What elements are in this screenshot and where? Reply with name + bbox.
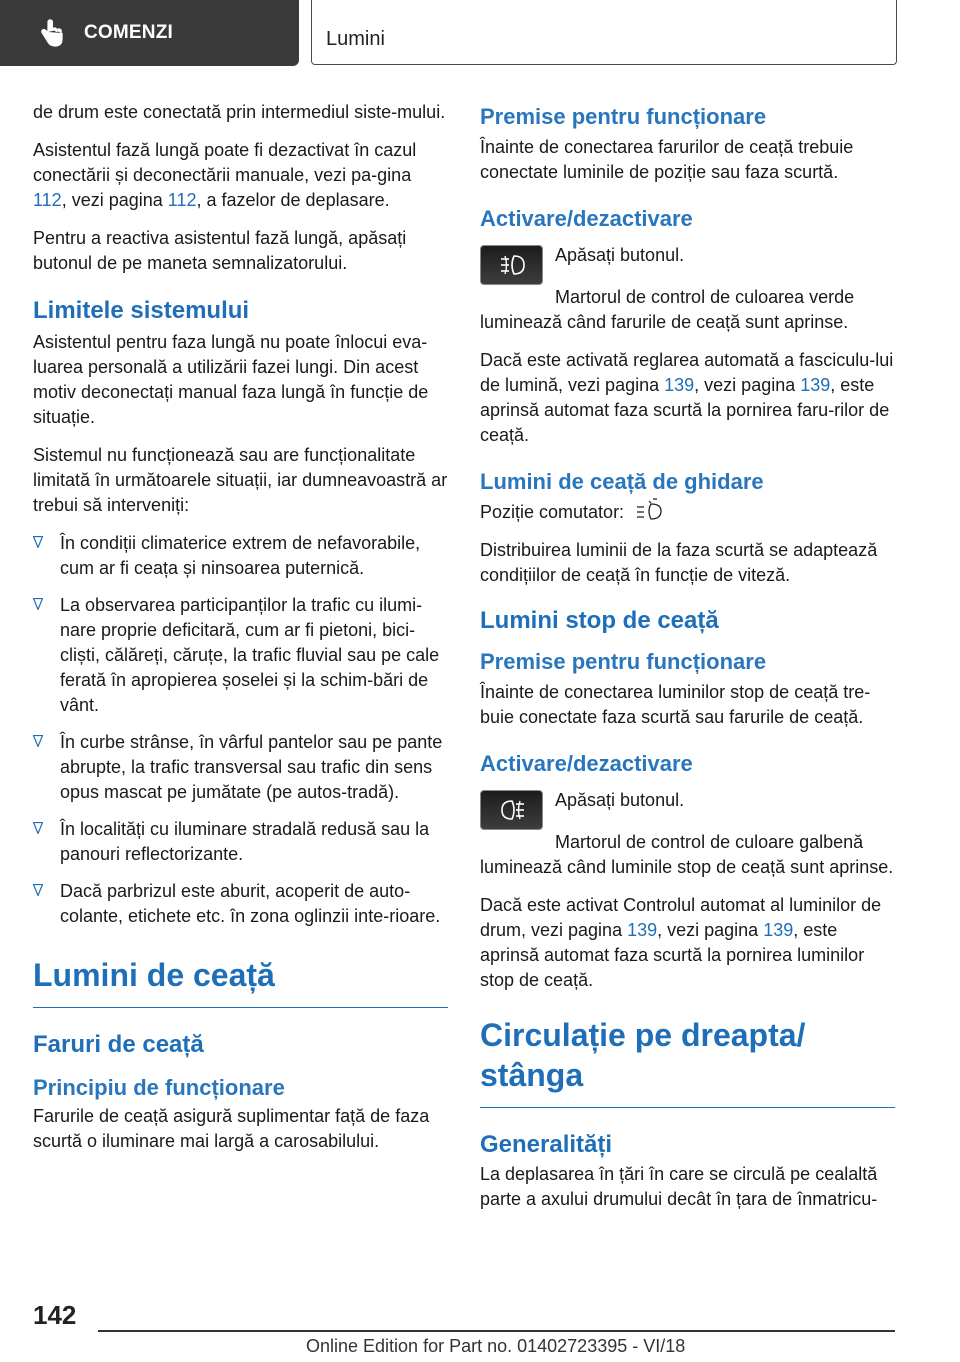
footer-divider <box>98 1330 895 1332</box>
rear-fog-button-row <box>480 788 895 836</box>
left-column <box>33 100 448 1167</box>
text: , vezi pagina <box>61 190 168 210</box>
heading-rear-fog-lights: Lumini stop de ceață <box>480 607 719 634</box>
paragraph: Înainte de conectarea farurilor de ceață trebuie conectate luminile de poziție sau faza scurtă. <box>480 137 854 182</box>
heading-prerequisites: Premise pentru funcționare <box>480 649 767 674</box>
instruction: Apăsați butonul. <box>555 790 685 810</box>
heading-operating-principle: Principiu de funcționare <box>33 1075 285 1100</box>
heading-fog-lights: Lumini de ceață <box>33 957 275 993</box>
section-heading-wrap <box>33 955 448 1008</box>
text: Dacă este activat Controlul automat al luminilor de drum, vezi pagina <box>480 895 882 940</box>
heading-right-left-traffic: Circulație pe dreapta/ stânga <box>480 1017 806 1093</box>
page-link[interactable]: 139 <box>664 375 695 395</box>
front-fog-light-button[interactable] <box>480 245 543 285</box>
paragraph <box>33 138 448 213</box>
paragraph: de drum este conectată prin intermediul siste-mului. <box>33 102 446 122</box>
section-heading-wrap <box>480 1015 895 1108</box>
heading-general: Generalități <box>480 1131 613 1158</box>
switch-position-icon <box>635 498 665 522</box>
triangle-bullet-icon <box>33 822 43 834</box>
list-item <box>33 879 448 929</box>
triangle-bullet-icon <box>33 536 43 548</box>
pointing-hand-icon <box>40 18 66 48</box>
paragraph: Înainte de conectarea luminilor stop de ceață tre-buie conectate faza scurtă sau farurile de ceață. <box>480 682 871 727</box>
heading-guiding-fog-lights: Lumini de ceață de ghidare <box>480 469 764 494</box>
paragraph <box>480 285 895 335</box>
text: , este aprinsă automat faza scurtă la pornirea luminilor stop de ceață. <box>480 920 865 990</box>
paragraph: Pentru a reactiva asistentul fază lungă, apăsați butonul de pe maneta semnalizatorului. <box>33 228 407 273</box>
section-tab-controls[interactable] <box>0 0 299 66</box>
text: Martorul de control de culoarea verde luminează când farurile de ceață sunt aprinse. <box>480 287 855 332</box>
paragraph <box>480 893 895 993</box>
text: , este aprinsă automat faza scurtă la pornirea faru-rilor de ceață. <box>480 375 890 445</box>
bullet-list <box>33 531 448 929</box>
front-fog-light-icon <box>500 254 526 276</box>
text: , vezi pagina <box>657 920 764 940</box>
paragraph <box>480 348 895 448</box>
fog-light-button-row <box>480 243 895 291</box>
paragraph: Sistemul nu funcționează sau are funcționalitate limitată în următoarele situații, iar dumneavoastră ar trebui să interveniți: <box>33 445 448 515</box>
page-link[interactable]: 112 <box>33 190 62 210</box>
list-item-text: La observarea participanților la trafic cu ilumi-nare proprie deficitară, cum ar fi pietoni, bici-cliști, călăreți, căruțe, la trafic fluvial sau pe cale ferată în apropierea șoselei și la schim-bări de vânt. <box>60 595 440 715</box>
paragraph: Asistentul pentru faza lungă nu poate înlocui eva-luarea personală a utilizării fazei lungi. Din acest motiv deconectați manual faza lungă în funcție de situație. <box>33 332 429 427</box>
list-item <box>33 817 448 867</box>
list-item-text: În curbe strânse, în vârful pantelor sau pe pante abrupte, la trafic transversal sau trafic din sens opus mascat pe jumătate (pe autos-tradă). <box>60 732 443 802</box>
text: , vezi pagina <box>694 375 801 395</box>
page-link[interactable]: 112 <box>167 190 197 210</box>
page-link[interactable]: 139 <box>763 920 794 940</box>
paragraph <box>480 830 895 880</box>
triangle-bullet-icon <box>33 598 43 610</box>
page-link[interactable]: 139 <box>627 920 658 940</box>
rear-fog-light-button[interactable] <box>480 790 543 830</box>
text: , a fazelor de deplasare. <box>196 190 390 210</box>
list-item <box>33 531 448 581</box>
chapter-tab-label: Lumini <box>326 28 385 50</box>
heading-activation: Activare/dezactivare <box>480 751 693 776</box>
text: Martorul de control de culoare galbenă luminează când luminile stop de ceață sunt aprinse. <box>480 832 894 877</box>
list-item <box>33 593 448 718</box>
paragraph: Distribuirea luminii de la faza scurtă se adaptează condițiilor de ceață în funcție de viteză. <box>480 540 878 585</box>
rear-fog-light-icon <box>500 799 526 821</box>
heading-system-limits: Limitele sistemului <box>33 297 250 324</box>
paragraph <box>480 498 895 525</box>
heading-activation: Activare/dezactivare <box>480 206 693 231</box>
heading-front-fog-lamps: Faruri de ceață <box>33 1031 204 1058</box>
triangle-bullet-icon <box>33 884 43 896</box>
section-tab-label: COMENZI <box>84 22 174 43</box>
text: Asistentul fază lungă poate fi dezactivat în cazul conectării și deconectării manuale, vezi pa-gina <box>33 140 417 185</box>
list-item-text: În localități cu iluminare stradală redusă sau la panouri reflectorizante. <box>60 819 430 864</box>
text: Poziție comutator: <box>480 502 625 522</box>
edition-note: Online Edition for Part no. 01402723395 - VI/18 <box>306 1336 686 1356</box>
paragraph: La deplasarea în țări în care se circulă pe cealaltă parte a axului drumului decât în țara de înmatricu- <box>480 1164 878 1209</box>
page-header <box>0 0 960 66</box>
paragraph: Farurile de ceață asigură suplimentar față de faza scurtă o iluminare mai largă a carosabilului. <box>33 1106 430 1151</box>
list-item-text: În condiții climaterice extrem de nefavorabile, cum ar fi ceața și ninsoarea puternică. <box>60 533 421 578</box>
list-item-text: Dacă parbrizul este aburit, acoperit de auto-colante, etichete etc. în zona oglinzii inte-rioare. <box>60 881 441 926</box>
triangle-bullet-icon <box>33 735 43 747</box>
heading-prerequisites: Premise pentru funcționare <box>480 104 767 129</box>
page-link[interactable]: 139 <box>800 375 831 395</box>
list-item <box>33 730 448 805</box>
page-number: 142 <box>33 1300 77 1330</box>
text: Dacă este activată reglarea automată a fasciculu-lui de lumină, vezi pagina <box>480 350 894 395</box>
chapter-tab-lights[interactable] <box>311 0 897 65</box>
right-column <box>480 100 895 1225</box>
instruction: Apăsați butonul. <box>555 245 685 265</box>
